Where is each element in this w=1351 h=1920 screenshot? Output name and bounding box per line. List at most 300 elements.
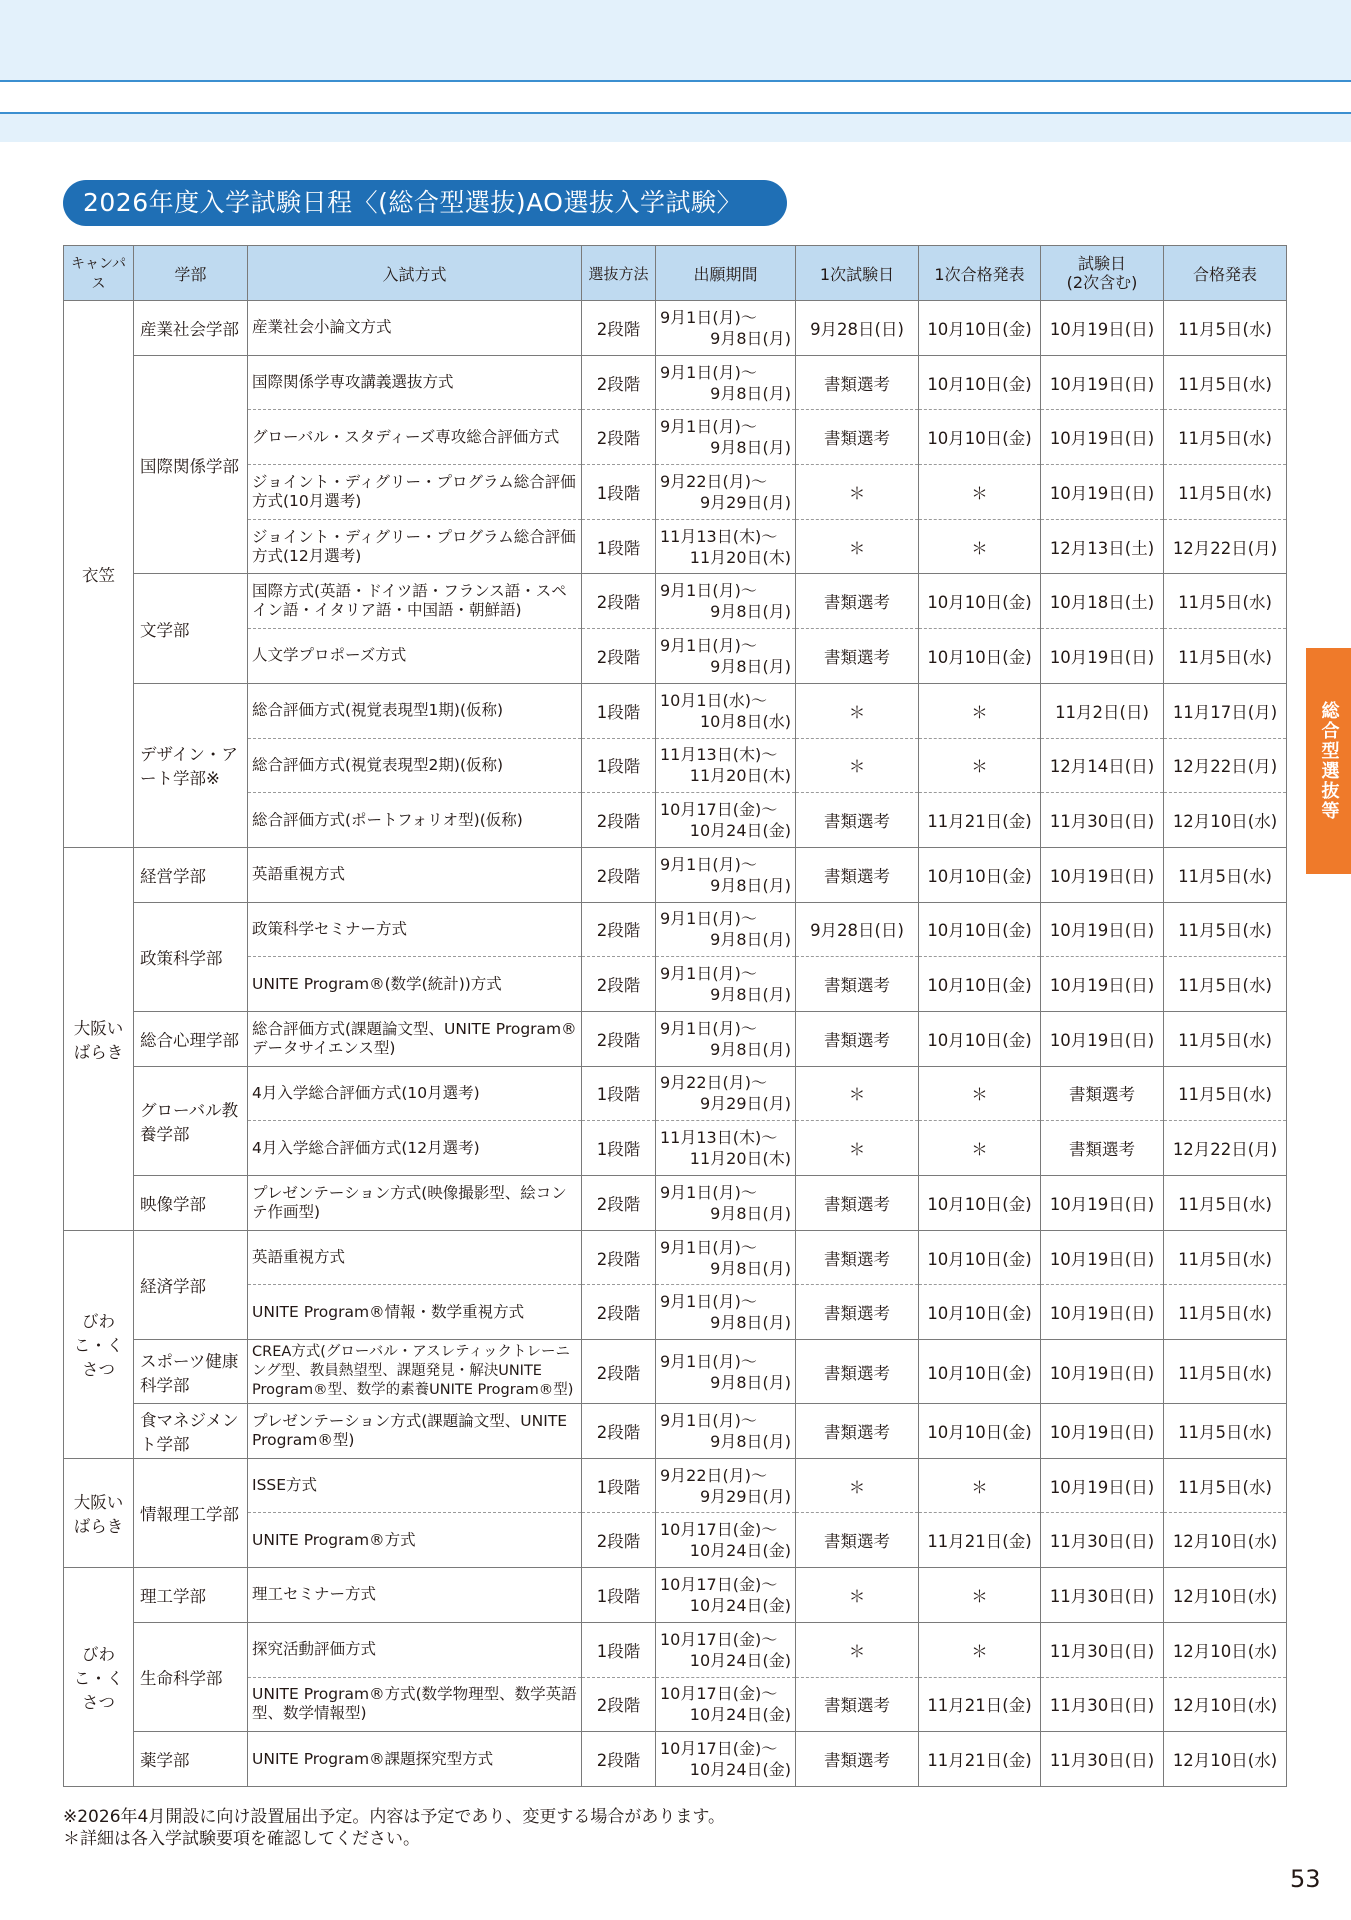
first-exam-cell: 書類選考 bbox=[796, 1404, 919, 1459]
exam-date-cell: 10月19日(日) bbox=[1041, 465, 1164, 520]
first-exam-cell: ＊ bbox=[796, 465, 919, 520]
final-result-cell: 11月5日(水) bbox=[1164, 847, 1287, 902]
application-period-cell bbox=[656, 1622, 796, 1677]
selection-cell: 1段階 bbox=[582, 1458, 656, 1513]
period-start: 9月1日(月)〜 bbox=[660, 1237, 757, 1257]
period-end: 9月8日(月) bbox=[710, 328, 791, 348]
first-result-cell: ＊ bbox=[919, 1121, 1041, 1176]
exam-date-cell: 11月30日(日) bbox=[1041, 1732, 1164, 1787]
first-result-cell: 10月10日(金) bbox=[919, 1230, 1041, 1285]
period-start: 10月17日(金)〜 bbox=[660, 1739, 778, 1759]
method-cell: UNITE Program®(数学(統計))方式 bbox=[248, 957, 582, 1012]
method-cell: プレゼンテーション方式(映像撮影型、絵コンテ作画型) bbox=[248, 1176, 582, 1231]
exam-date-cell: 10月19日(日) bbox=[1041, 1176, 1164, 1231]
table-row bbox=[64, 738, 1287, 793]
first-exam-cell: 書類選考 bbox=[796, 1340, 919, 1404]
department-cell: 総合心理学部 bbox=[134, 1011, 248, 1066]
period-end: 10月24日(金) bbox=[689, 1650, 791, 1670]
first-exam-cell: ＊ bbox=[796, 1568, 919, 1623]
first-exam-cell: ＊ bbox=[796, 738, 919, 793]
department-cell: 国際関係学部 bbox=[134, 355, 248, 574]
selection-cell: 2段階 bbox=[582, 1340, 656, 1404]
application-period-cell bbox=[656, 301, 796, 356]
method-cell: プレゼンテーション方式(課題論文型、UNITE Program®型) bbox=[248, 1404, 582, 1459]
exam-date-cell: 10月18日(土) bbox=[1041, 574, 1164, 629]
table-row bbox=[64, 957, 1287, 1012]
header-method: 入試方式 bbox=[248, 246, 582, 301]
table-row bbox=[64, 629, 1287, 684]
period-end: 9月8日(月) bbox=[710, 1313, 791, 1333]
method-cell: ジョイント・ディグリー・プログラム総合評価方式(12月選考) bbox=[248, 519, 582, 574]
application-period-cell bbox=[656, 1513, 796, 1568]
exam-date-cell: 12月13日(土) bbox=[1041, 519, 1164, 574]
period-start: 9月1日(月)〜 bbox=[660, 1292, 757, 1312]
first-exam-cell: 書類選考 bbox=[796, 355, 919, 410]
table-row bbox=[64, 1340, 1287, 1404]
header-selection: 選抜方法 bbox=[582, 246, 656, 301]
final-result-cell: 11月5日(水) bbox=[1164, 1340, 1287, 1404]
final-result-cell: 11月17日(月) bbox=[1164, 683, 1287, 738]
first-exam-cell: 書類選考 bbox=[796, 1732, 919, 1787]
table-row bbox=[64, 1066, 1287, 1121]
period-end: 9月8日(月) bbox=[710, 1203, 791, 1223]
first-result-cell: ＊ bbox=[919, 1066, 1041, 1121]
table-row bbox=[64, 1677, 1287, 1732]
header-application-period: 出願期間 bbox=[656, 246, 796, 301]
period-end: 10月24日(金) bbox=[689, 1595, 791, 1615]
period-start: 9月1日(月)〜 bbox=[660, 1182, 757, 1202]
first-result-cell: 10月10日(金) bbox=[919, 1176, 1041, 1231]
department-cell: 経済学部 bbox=[134, 1230, 248, 1339]
table-row bbox=[64, 847, 1287, 902]
period-start: 11月13日(木)〜 bbox=[660, 1128, 778, 1148]
period-end: 9月8日(月) bbox=[710, 930, 791, 950]
side-index-tab[interactable]: 総合型選抜等 bbox=[1306, 648, 1351, 874]
first-result-cell: 11月21日(金) bbox=[919, 1732, 1041, 1787]
first-exam-cell: 書類選考 bbox=[796, 1176, 919, 1231]
department-cell: 文学部 bbox=[134, 574, 248, 683]
first-result-cell: 10月10日(金) bbox=[919, 574, 1041, 629]
first-result-cell: 11月21日(金) bbox=[919, 1513, 1041, 1568]
selection-cell: 2段階 bbox=[582, 1176, 656, 1231]
campus-cell: びわこ・くさつ bbox=[64, 1230, 134, 1458]
method-cell: 探究活動評価方式 bbox=[248, 1622, 582, 1677]
final-result-cell: 12月22日(月) bbox=[1164, 738, 1287, 793]
final-result-cell: 11月5日(水) bbox=[1164, 1458, 1287, 1513]
exam-date-cell: 10月19日(日) bbox=[1041, 355, 1164, 410]
table-row bbox=[64, 574, 1287, 629]
table-row bbox=[64, 1732, 1287, 1787]
application-period-cell bbox=[656, 519, 796, 574]
period-start: 9月22日(月)〜 bbox=[660, 1073, 768, 1093]
selection-cell: 2段階 bbox=[582, 410, 656, 465]
department-cell: 情報理工学部 bbox=[134, 1458, 248, 1567]
application-period-cell bbox=[656, 957, 796, 1012]
method-cell: 理工セミナー方式 bbox=[248, 1568, 582, 1623]
period-end: 9月8日(月) bbox=[710, 602, 791, 622]
table-row bbox=[64, 1176, 1287, 1231]
final-result-cell: 12月10日(水) bbox=[1164, 1568, 1287, 1623]
period-start: 9月1日(月)〜 bbox=[660, 964, 757, 984]
period-start: 10月17日(金)〜 bbox=[660, 1629, 778, 1649]
department-cell: 生命科学部 bbox=[134, 1622, 248, 1731]
first-result-cell: ＊ bbox=[919, 1568, 1041, 1623]
header-first-result: 1次合格発表 bbox=[919, 246, 1041, 301]
period-start: 9月1日(月)〜 bbox=[660, 362, 757, 382]
selection-cell: 1段階 bbox=[582, 683, 656, 738]
application-period-cell bbox=[656, 1404, 796, 1459]
final-result-cell: 12月10日(水) bbox=[1164, 1513, 1287, 1568]
method-cell: UNITE Program®方式(数学物理型、数学英語型、数学情報型) bbox=[248, 1677, 582, 1732]
first-exam-cell: ＊ bbox=[796, 1622, 919, 1677]
first-exam-cell: ＊ bbox=[796, 1121, 919, 1176]
period-end: 9月8日(月) bbox=[710, 1372, 791, 1392]
period-start: 9月1日(月)〜 bbox=[660, 1018, 757, 1038]
period-start: 9月1日(月)〜 bbox=[660, 581, 757, 601]
final-result-cell: 11月5日(水) bbox=[1164, 410, 1287, 465]
first-exam-cell: 書類選考 bbox=[796, 847, 919, 902]
exam-date-cell: 10月19日(日) bbox=[1041, 1011, 1164, 1066]
selection-cell: 2段階 bbox=[582, 1732, 656, 1787]
application-period-cell bbox=[656, 1732, 796, 1787]
final-result-cell: 11月5日(水) bbox=[1164, 957, 1287, 1012]
department-cell: スポーツ健康科学部 bbox=[134, 1340, 248, 1404]
first-exam-cell: ＊ bbox=[796, 1458, 919, 1513]
table-row bbox=[64, 1404, 1287, 1459]
period-end: 10月24日(金) bbox=[689, 821, 791, 841]
header-first-exam: 1次試験日 bbox=[796, 246, 919, 301]
first-result-cell: 10月10日(金) bbox=[919, 1404, 1041, 1459]
method-cell: 人文学プロポーズ方式 bbox=[248, 629, 582, 684]
selection-cell: 2段階 bbox=[582, 301, 656, 356]
application-period-cell bbox=[656, 793, 796, 848]
first-exam-cell: 書類選考 bbox=[796, 1677, 919, 1732]
method-cell: 総合評価方式(視覚表現型1期)(仮称) bbox=[248, 683, 582, 738]
first-exam-cell: 書類選考 bbox=[796, 1011, 919, 1066]
page-title: 2026年度入学試験日程〈(総合型選抜)AO選抜入学試験〉 bbox=[63, 180, 787, 226]
exam-date-cell: 10月19日(日) bbox=[1041, 902, 1164, 957]
period-start: 10月17日(金)〜 bbox=[660, 1520, 778, 1540]
period-end: 11月20日(木) bbox=[689, 547, 791, 567]
application-period-cell bbox=[656, 1066, 796, 1121]
method-cell: UNITE Program®方式 bbox=[248, 1513, 582, 1568]
first-exam-cell: 書類選考 bbox=[796, 629, 919, 684]
final-result-cell: 11月5日(水) bbox=[1164, 574, 1287, 629]
footnote: ※2026年4月開設に向け設置届出予定。内容は予定であり、変更する場合があります。 bbox=[63, 1807, 725, 1827]
application-period-cell bbox=[656, 902, 796, 957]
period-end: 9月8日(月) bbox=[710, 656, 791, 676]
first-result-cell: ＊ bbox=[919, 1458, 1041, 1513]
final-result-cell: 12月10日(水) bbox=[1164, 793, 1287, 848]
period-start: 10月17日(金)〜 bbox=[660, 1684, 778, 1704]
header-final-result: 合格発表 bbox=[1164, 246, 1287, 301]
method-cell: ジョイント・ディグリー・プログラム総合評価方式(10月選考) bbox=[248, 465, 582, 520]
period-end: 9月8日(月) bbox=[710, 438, 791, 458]
first-result-cell: 10月10日(金) bbox=[919, 902, 1041, 957]
selection-cell: 1段階 bbox=[582, 1121, 656, 1176]
department-cell: 経営学部 bbox=[134, 847, 248, 902]
table-row bbox=[64, 465, 1287, 520]
table-row bbox=[64, 1230, 1287, 1285]
period-start: 9月1日(月)〜 bbox=[660, 909, 757, 929]
period-start: 9月1日(月)〜 bbox=[660, 854, 757, 874]
period-end: 9月8日(月) bbox=[710, 875, 791, 895]
period-end: 9月29日(月) bbox=[699, 492, 791, 512]
method-cell: 4月入学総合評価方式(12月選考) bbox=[248, 1121, 582, 1176]
application-period-cell bbox=[656, 1285, 796, 1340]
period-start: 9月1日(月)〜 bbox=[660, 307, 757, 327]
final-result-cell: 11月5日(水) bbox=[1164, 1176, 1287, 1231]
application-period-cell bbox=[656, 1176, 796, 1231]
method-cell: 英語重視方式 bbox=[248, 1230, 582, 1285]
table-row bbox=[64, 301, 1287, 356]
exam-date-cell: 書類選考 bbox=[1041, 1066, 1164, 1121]
first-exam-cell: 書類選考 bbox=[796, 793, 919, 848]
final-result-cell: 12月10日(水) bbox=[1164, 1677, 1287, 1732]
final-result-cell: 11月5日(水) bbox=[1164, 629, 1287, 684]
period-start: 9月1日(月)〜 bbox=[660, 417, 757, 437]
table-row bbox=[64, 519, 1287, 574]
period-start: 10月1日(水)〜 bbox=[660, 690, 768, 710]
exam-schedule-table bbox=[63, 245, 1287, 1787]
method-cell: 総合評価方式(課題論文型、UNITE Program®データサイエンス型) bbox=[248, 1011, 582, 1066]
department-cell: デザイン・アート学部※ bbox=[134, 683, 248, 847]
exam-date-cell: 12月14日(日) bbox=[1041, 738, 1164, 793]
first-exam-cell: 書類選考 bbox=[796, 1230, 919, 1285]
period-start: 9月1日(月)〜 bbox=[660, 1351, 757, 1371]
first-result-cell: 11月21日(金) bbox=[919, 1677, 1041, 1732]
campus-cell: びわこ・くさつ bbox=[64, 1568, 134, 1787]
selection-cell: 2段階 bbox=[582, 793, 656, 848]
department-cell: 映像学部 bbox=[134, 1176, 248, 1231]
exam-date-cell: 10月19日(日) bbox=[1041, 1340, 1164, 1404]
period-end: 9月8日(月) bbox=[710, 985, 791, 1005]
top-decorative-band bbox=[0, 0, 1351, 82]
application-period-cell bbox=[656, 1340, 796, 1404]
method-cell: 総合評価方式(ポートフォリオ型)(仮称) bbox=[248, 793, 582, 848]
first-result-cell: 10月10日(金) bbox=[919, 629, 1041, 684]
exam-date-cell: 11月30日(日) bbox=[1041, 793, 1164, 848]
exam-date-cell: 10月19日(日) bbox=[1041, 301, 1164, 356]
method-cell: ISSE方式 bbox=[248, 1458, 582, 1513]
period-end: 11月20日(木) bbox=[689, 766, 791, 786]
campus-cell: 大阪いばらき bbox=[64, 847, 134, 1230]
selection-cell: 2段階 bbox=[582, 355, 656, 410]
header-campus: キャンパス bbox=[64, 246, 134, 301]
method-cell: 英語重視方式 bbox=[248, 847, 582, 902]
first-result-cell: ＊ bbox=[919, 683, 1041, 738]
first-exam-cell: 書類選考 bbox=[796, 410, 919, 465]
department-cell: 薬学部 bbox=[134, 1732, 248, 1787]
final-result-cell: 11月5日(水) bbox=[1164, 301, 1287, 356]
exam-date-cell: 11月30日(日) bbox=[1041, 1513, 1164, 1568]
method-cell: 国際方式(英語・ドイツ語・フランス語・スペイン語・イタリア語・中国語・朝鮮語) bbox=[248, 574, 582, 629]
first-result-cell: 10月10日(金) bbox=[919, 301, 1041, 356]
exam-date-cell: 11月30日(日) bbox=[1041, 1622, 1164, 1677]
table-row bbox=[64, 1011, 1287, 1066]
exam-date-cell: 10月19日(日) bbox=[1041, 1230, 1164, 1285]
period-end: 9月29日(月) bbox=[699, 1486, 791, 1506]
selection-cell: 2段階 bbox=[582, 1404, 656, 1459]
selection-cell: 2段階 bbox=[582, 574, 656, 629]
department-cell: 食マネジメント学部 bbox=[134, 1404, 248, 1459]
table-row bbox=[64, 683, 1287, 738]
exam-date-cell: 10月19日(日) bbox=[1041, 1404, 1164, 1459]
selection-cell: 1段階 bbox=[582, 738, 656, 793]
first-result-cell: 10月10日(金) bbox=[919, 355, 1041, 410]
selection-cell: 2段階 bbox=[582, 1513, 656, 1568]
period-end: 9月8日(月) bbox=[710, 1258, 791, 1278]
selection-cell: 2段階 bbox=[582, 1285, 656, 1340]
exam-date-cell: 10月19日(日) bbox=[1041, 410, 1164, 465]
final-result-cell: 12月22日(月) bbox=[1164, 519, 1287, 574]
final-result-cell: 12月10日(水) bbox=[1164, 1732, 1287, 1787]
selection-cell: 1段階 bbox=[582, 1622, 656, 1677]
selection-cell: 1段階 bbox=[582, 1568, 656, 1623]
selection-cell: 2段階 bbox=[582, 1230, 656, 1285]
first-result-cell: 11月21日(金) bbox=[919, 793, 1041, 848]
period-end: 9月29日(月) bbox=[699, 1094, 791, 1114]
department-cell: 理工学部 bbox=[134, 1568, 248, 1623]
table-header-row bbox=[64, 246, 1287, 301]
method-cell: 総合評価方式(視覚表現型2期)(仮称) bbox=[248, 738, 582, 793]
exam-date-cell: 11月30日(日) bbox=[1041, 1677, 1164, 1732]
period-end: 11月20日(木) bbox=[689, 1149, 791, 1169]
final-result-cell: 11月5日(水) bbox=[1164, 902, 1287, 957]
selection-cell: 2段階 bbox=[582, 1011, 656, 1066]
department-cell: 政策科学部 bbox=[134, 902, 248, 1011]
first-result-cell: 10月10日(金) bbox=[919, 847, 1041, 902]
first-result-cell: 10月10日(金) bbox=[919, 1340, 1041, 1404]
period-end: 9月8日(月) bbox=[710, 1431, 791, 1451]
method-cell: 産業社会小論文方式 bbox=[248, 301, 582, 356]
first-result-cell: ＊ bbox=[919, 465, 1041, 520]
application-period-cell bbox=[656, 1458, 796, 1513]
application-period-cell bbox=[656, 1677, 796, 1732]
period-end: 10月8日(水) bbox=[699, 711, 791, 731]
campus-cell: 大阪いばらき bbox=[64, 1458, 134, 1567]
first-result-cell: ＊ bbox=[919, 519, 1041, 574]
application-period-cell bbox=[656, 465, 796, 520]
selection-cell: 2段階 bbox=[582, 629, 656, 684]
method-cell: UNITE Program®情報・数学重視方式 bbox=[248, 1285, 582, 1340]
method-cell: CREA方式(グローバル・アスレティックトレーニング型、教員熱望型、課題発見・解決UNITE Program®型、数学的素養UNITE Program®型) bbox=[248, 1340, 582, 1404]
final-result-cell: 11月5日(水) bbox=[1164, 1230, 1287, 1285]
exam-date-cell: 10月19日(日) bbox=[1041, 1458, 1164, 1513]
final-result-cell: 11月5日(水) bbox=[1164, 1011, 1287, 1066]
period-start: 10月17日(金)〜 bbox=[660, 1574, 778, 1594]
period-end: 9月8日(月) bbox=[710, 1039, 791, 1059]
first-exam-cell: ＊ bbox=[796, 683, 919, 738]
application-period-cell bbox=[656, 683, 796, 738]
application-period-cell bbox=[656, 629, 796, 684]
period-start: 9月1日(月)〜 bbox=[660, 1410, 757, 1430]
table-row bbox=[64, 793, 1287, 848]
footnotes bbox=[63, 1806, 725, 1850]
final-result-cell: 12月10日(水) bbox=[1164, 1622, 1287, 1677]
method-cell: UNITE Program®課題探究型方式 bbox=[248, 1732, 582, 1787]
method-cell: 政策科学セミナー方式 bbox=[248, 902, 582, 957]
period-start: 9月1日(月)〜 bbox=[660, 635, 757, 655]
period-start: 11月13日(木)〜 bbox=[660, 526, 778, 546]
table-row bbox=[64, 1568, 1287, 1623]
period-end: 10月24日(金) bbox=[689, 1760, 791, 1780]
first-exam-cell: 9月28日(日) bbox=[796, 902, 919, 957]
first-result-cell: ＊ bbox=[919, 738, 1041, 793]
table-row bbox=[64, 902, 1287, 957]
selection-cell: 2段階 bbox=[582, 847, 656, 902]
table-row bbox=[64, 1622, 1287, 1677]
application-period-cell bbox=[656, 847, 796, 902]
table-row bbox=[64, 1513, 1287, 1568]
application-period-cell bbox=[656, 738, 796, 793]
exam-date-cell: 10月19日(日) bbox=[1041, 1285, 1164, 1340]
exam-date-cell: 書類選考 bbox=[1041, 1121, 1164, 1176]
method-cell: 国際関係学専攻講義選抜方式 bbox=[248, 355, 582, 410]
selection-cell: 1段階 bbox=[582, 1066, 656, 1121]
top-decorative-band-2 bbox=[0, 112, 1351, 142]
first-result-cell: 10月10日(金) bbox=[919, 1285, 1041, 1340]
first-exam-cell: 書類選考 bbox=[796, 574, 919, 629]
method-cell: グローバル・スタディーズ専攻総合評価方式 bbox=[248, 410, 582, 465]
exam-date-cell: 10月19日(日) bbox=[1041, 847, 1164, 902]
header-exam-date: 試験日 (2次含む) bbox=[1041, 246, 1164, 301]
first-result-cell: 10月10日(金) bbox=[919, 410, 1041, 465]
first-exam-cell: 書類選考 bbox=[796, 1513, 919, 1568]
period-start: 9月22日(月)〜 bbox=[660, 471, 768, 491]
period-end: 9月8日(月) bbox=[710, 383, 791, 403]
application-period-cell bbox=[656, 1230, 796, 1285]
footnote: ＊詳細は各入学試験要項を確認してください。 bbox=[63, 1829, 420, 1849]
final-result-cell: 11月5日(水) bbox=[1164, 465, 1287, 520]
final-result-cell: 12月22日(月) bbox=[1164, 1121, 1287, 1176]
first-exam-cell: ＊ bbox=[796, 519, 919, 574]
period-start: 9月22日(月)〜 bbox=[660, 1465, 768, 1485]
campus-cell: 衣笠 bbox=[64, 301, 134, 848]
selection-cell: 1段階 bbox=[582, 465, 656, 520]
period-end: 10月24日(金) bbox=[689, 1705, 791, 1725]
header-department: 学部 bbox=[134, 246, 248, 301]
table-row bbox=[64, 410, 1287, 465]
exam-date-cell: 11月2日(日) bbox=[1041, 683, 1164, 738]
exam-date-cell: 11月30日(日) bbox=[1041, 1568, 1164, 1623]
first-result-cell: 10月10日(金) bbox=[919, 1011, 1041, 1066]
selection-cell: 2段階 bbox=[582, 957, 656, 1012]
period-end: 10月24日(金) bbox=[689, 1541, 791, 1561]
selection-cell: 2段階 bbox=[582, 902, 656, 957]
table-body bbox=[64, 301, 1287, 1787]
final-result-cell: 11月5日(水) bbox=[1164, 355, 1287, 410]
selection-cell: 2段階 bbox=[582, 1677, 656, 1732]
selection-cell: 1段階 bbox=[582, 519, 656, 574]
department-cell: 産業社会学部 bbox=[134, 301, 248, 356]
first-result-cell: 10月10日(金) bbox=[919, 957, 1041, 1012]
method-cell: 4月入学総合評価方式(10月選考) bbox=[248, 1066, 582, 1121]
final-result-cell: 11月5日(水) bbox=[1164, 1285, 1287, 1340]
application-period-cell bbox=[656, 410, 796, 465]
first-exam-cell: ＊ bbox=[796, 1066, 919, 1121]
application-period-cell bbox=[656, 574, 796, 629]
table-row bbox=[64, 1285, 1287, 1340]
application-period-cell bbox=[656, 1011, 796, 1066]
period-start: 10月17日(金)〜 bbox=[660, 800, 778, 820]
first-result-cell: ＊ bbox=[919, 1622, 1041, 1677]
department-cell: グローバル教養学部 bbox=[134, 1066, 248, 1175]
application-period-cell bbox=[656, 355, 796, 410]
table-row bbox=[64, 1458, 1287, 1513]
exam-date-cell: 10月19日(日) bbox=[1041, 957, 1164, 1012]
application-period-cell bbox=[656, 1568, 796, 1623]
